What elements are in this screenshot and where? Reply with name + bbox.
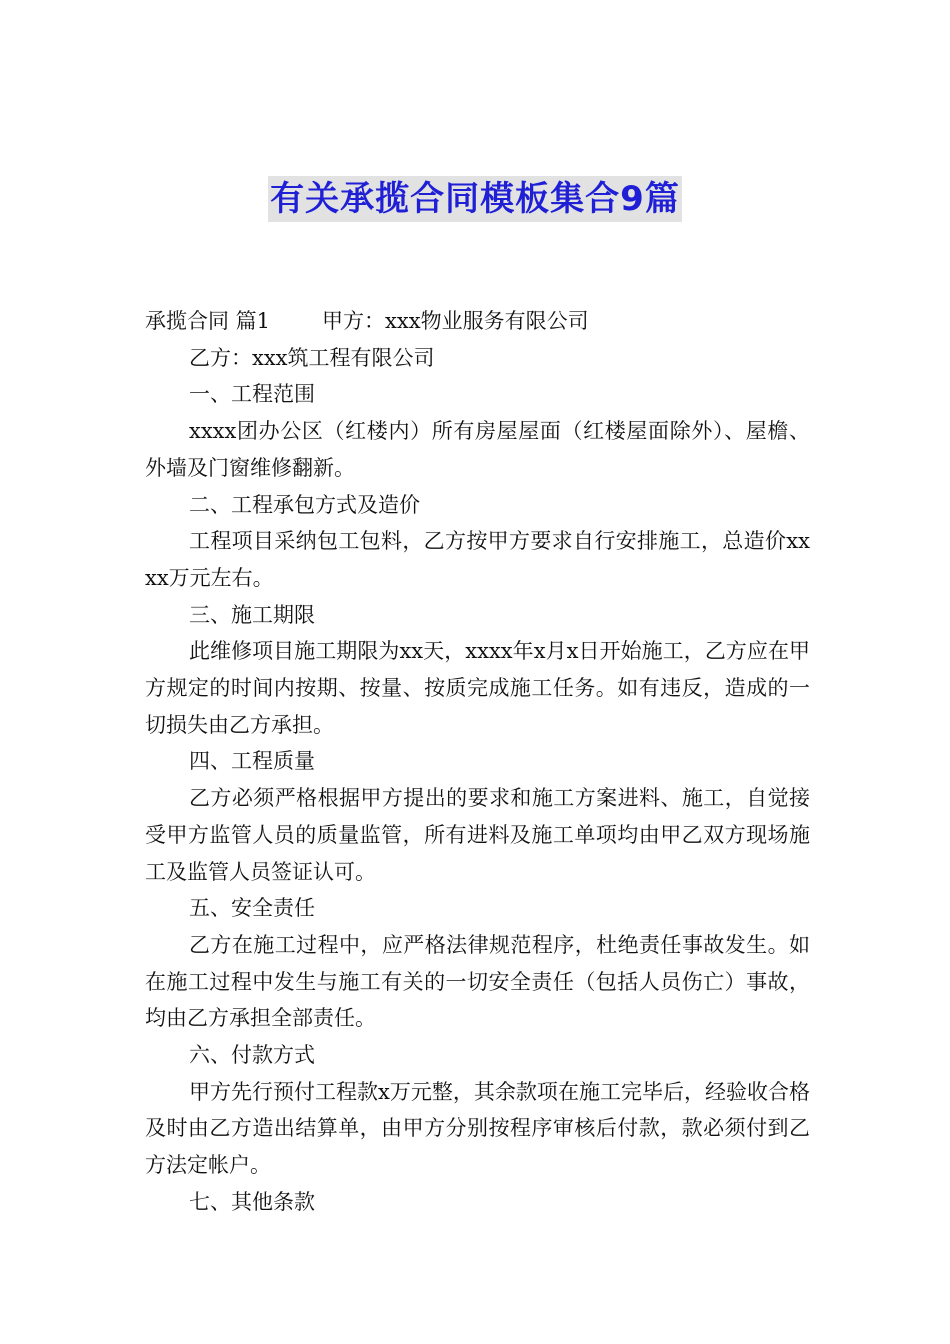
clause-heading-5: 五、安全责任 — [189, 896, 315, 921]
first-line — [145, 303, 810, 340]
document-body — [145, 303, 810, 1221]
clause-text-2: 工程项目采纳包工包料，乙方按甲方要求自行安排施工，总造价xxxx万元左右。 — [145, 529, 810, 590]
title-container — [0, 176, 950, 222]
clause-text-4: 乙方必须严格根据甲方提出的要求和施工方案进料、施工，自觉接受甲方监管人员的质量监管，所有进料及施工单项均由甲乙双方现场施工及监管人员签证认可。 — [145, 786, 810, 884]
clause-heading-7: 七、其他条款 — [189, 1189, 315, 1214]
clause-heading-2: 二、工程承包方式及造价 — [189, 492, 420, 517]
clause-heading-6: 六、付款方式 — [189, 1043, 315, 1068]
clause-text-3: 此维修项目施工期限为xx天，xxxx年x月x日开始施工，乙方应在甲方规定的时间内按期、按量、按质完成施工任务。如有违反，造成的一切损失由乙方承担。 — [145, 639, 810, 737]
section-heading: 承揽合同 篇1 — [145, 309, 271, 333]
clause-heading-4: 四、工程质量 — [189, 749, 315, 774]
clause-text-1: xxxx团办公区（红楼内）所有房屋屋面（红楼屋面除外）、屋檐、外墙及门窗维修翻新。 — [145, 419, 810, 480]
party-a: 甲方：xxx物业服务有限公司 — [322, 309, 589, 333]
clause-text-5: 乙方在施工过程中，应严格法律规范程序，杜绝责任事故发生。如在施工过程中发生与施工有关的一切安全责任（包括人员伤亡）事故，均由乙方承担全部责任。 — [145, 932, 810, 1031]
clause-text-6: 甲方先行预付工程款x万元整，其余款项在施工完毕后，经验收合格及时由乙方造出结算单，由甲方分别按程序审核后付款，款必须付到乙方法定帐户。 — [145, 1079, 810, 1178]
document-title: 有关承揽合同模板集合9篇 — [268, 176, 682, 222]
clause-heading-3: 三、施工期限 — [189, 602, 315, 627]
clause-heading-1: 一、工程范围 — [189, 382, 315, 407]
party-b: 乙方：xxx筑工程有限公司 — [189, 345, 435, 370]
